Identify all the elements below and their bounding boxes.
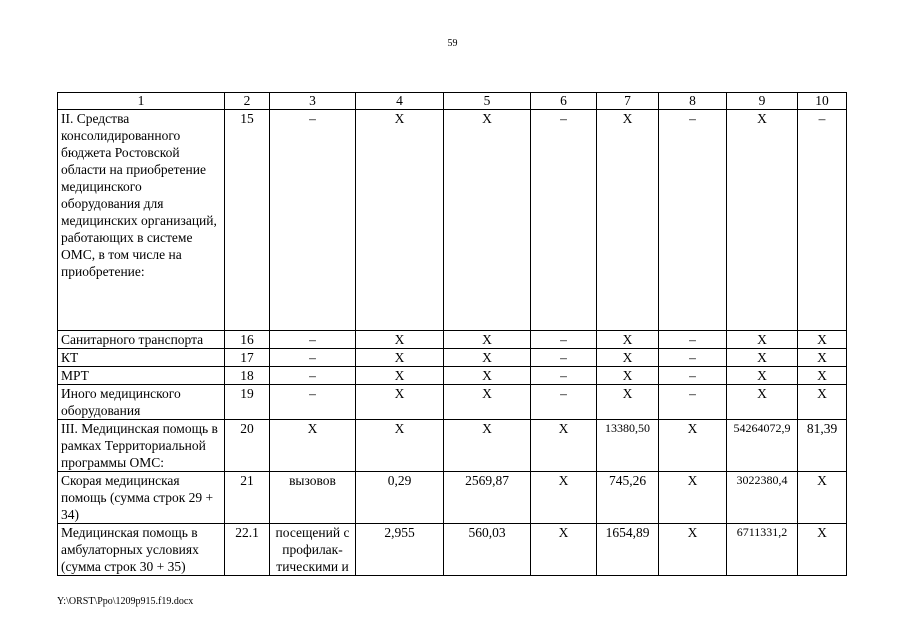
table-cell: X	[727, 367, 798, 385]
table-row	[58, 420, 847, 472]
table-cell: –	[659, 110, 727, 331]
table-cell: X	[356, 349, 444, 367]
row-label: Медицинская помощь в амбулаторных условиях (сумма строк 30 + 35)	[58, 524, 225, 576]
table-cell: X	[356, 367, 444, 385]
table-cell: X	[597, 367, 659, 385]
table-row	[58, 524, 847, 576]
table-cell: 19	[225, 385, 270, 420]
column-header: 2	[225, 93, 270, 110]
table-cell: X	[356, 385, 444, 420]
table-cell: X	[798, 385, 847, 420]
table-cell: –	[531, 367, 597, 385]
table-row	[58, 385, 847, 420]
row-label: КТ	[58, 349, 225, 367]
table-row	[58, 349, 847, 367]
table-cell: 2,955	[356, 524, 444, 576]
row-label: МРТ	[58, 367, 225, 385]
page-number: 59	[447, 38, 458, 49]
table-cell: X	[356, 331, 444, 349]
table-cell: –	[798, 110, 847, 331]
table-cell: 3022380,4	[727, 472, 798, 524]
table-cell	[270, 524, 356, 576]
row-label: Скорая медицинская помощь (сумма строк 29 + 34)	[58, 472, 225, 524]
column-header: 9	[727, 93, 798, 110]
table-cell: X	[727, 349, 798, 367]
table-cell: –	[270, 385, 356, 420]
row-label: II. Средства консолидированного бюджета Ростовской области на приобретение медицинского оборудования для медицинских организаций, работающих в системе ОМС, в том числе на приобретение:	[58, 110, 225, 331]
table-header-row	[58, 93, 847, 110]
table-cell: –	[270, 331, 356, 349]
table-cell: X	[727, 110, 798, 331]
table-row	[58, 367, 847, 385]
column-header: 7	[597, 93, 659, 110]
table-cell: X	[727, 385, 798, 420]
table-cell: X	[597, 349, 659, 367]
row-label: Санитарного транспорта	[58, 331, 225, 349]
column-header: 1	[58, 93, 225, 110]
table-cell: 6711331,2	[727, 524, 798, 576]
table-cell: X	[444, 349, 531, 367]
table-cell: X	[798, 367, 847, 385]
table-cell: –	[270, 367, 356, 385]
table-cell: X	[270, 420, 356, 472]
table-cell: X	[356, 110, 444, 331]
table-cell: X	[444, 331, 531, 349]
footer-file-path: Y:\ORST\Ppo\1209p915.f19.docx	[57, 596, 194, 607]
table-cell: 21	[225, 472, 270, 524]
table-row	[58, 472, 847, 524]
table-cell: вызовов	[270, 472, 356, 524]
table-cell: 1654,89	[597, 524, 659, 576]
column-header: 6	[531, 93, 597, 110]
table-cell: 2569,87	[444, 472, 531, 524]
row-label: III. Медицинская помощь в рамках Территориальной программы ОМС:	[58, 420, 225, 472]
table-cell: 13380,50	[597, 420, 659, 472]
column-header: 10	[798, 93, 847, 110]
table-cell: X	[531, 472, 597, 524]
table-cell: X	[798, 349, 847, 367]
table-cell: 18	[225, 367, 270, 385]
table-cell: 745,26	[597, 472, 659, 524]
table-cell-text: посещений с профилак-тическими и	[275, 525, 350, 574]
table-cell: –	[531, 331, 597, 349]
data-table	[57, 92, 847, 576]
table-row	[58, 331, 847, 349]
table-cell: X	[444, 110, 531, 331]
table-cell: X	[444, 385, 531, 420]
table-cell: –	[531, 385, 597, 420]
table-cell: X	[798, 472, 847, 524]
table-cell: –	[531, 349, 597, 367]
table-cell: –	[270, 110, 356, 331]
table-cell: X	[727, 331, 798, 349]
table-cell: 0,29	[356, 472, 444, 524]
table-cell: 20	[225, 420, 270, 472]
table-cell: 22.1	[225, 524, 270, 576]
table-cell: X	[531, 524, 597, 576]
table-cell: –	[659, 385, 727, 420]
table-cell: X	[659, 524, 727, 576]
table-row	[58, 110, 847, 331]
column-header: 3	[270, 93, 356, 110]
table-cell: X	[798, 331, 847, 349]
table-cell: 81,39	[798, 420, 847, 472]
table-cell: X	[444, 420, 531, 472]
table-cell: –	[659, 331, 727, 349]
table-cell: X	[798, 524, 847, 576]
table-cell: X	[531, 420, 597, 472]
table-cell: X	[444, 367, 531, 385]
table-cell: –	[531, 110, 597, 331]
table-cell: 54264072,9	[727, 420, 798, 472]
table-cell: 17	[225, 349, 270, 367]
table-cell: 16	[225, 331, 270, 349]
table-cell: 15	[225, 110, 270, 331]
table-cell: X	[659, 420, 727, 472]
table-cell: X	[597, 385, 659, 420]
table-cell: X	[597, 331, 659, 349]
table-cell: –	[659, 367, 727, 385]
table-cell: –	[270, 349, 356, 367]
table-cell: X	[659, 472, 727, 524]
column-header: 5	[444, 93, 531, 110]
table-cell: X	[597, 110, 659, 331]
column-header: 8	[659, 93, 727, 110]
table-cell: X	[356, 420, 444, 472]
table-cell: –	[659, 349, 727, 367]
row-label: Иного медицинского оборудования	[58, 385, 225, 420]
table-cell: 560,03	[444, 524, 531, 576]
column-header: 4	[356, 93, 444, 110]
